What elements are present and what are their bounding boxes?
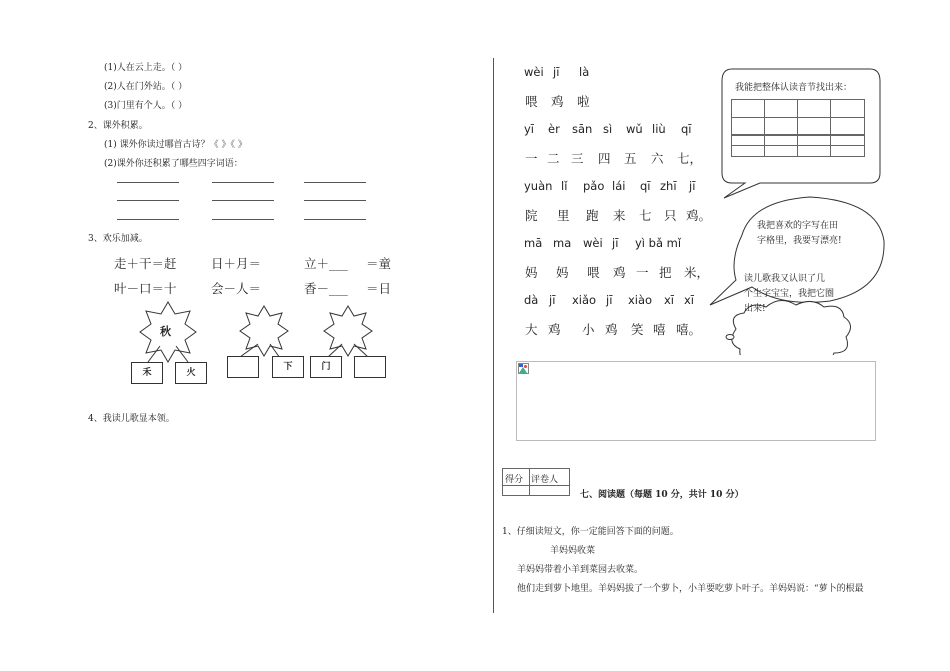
hanzi: 大 [525,322,538,337]
hanzi: 三 [571,151,584,166]
pinyin: jī [553,65,560,79]
q2-title: 2、课外积累。 [88,121,148,131]
hanzi: 啦 [577,94,590,109]
equation: 叶－口＝十 [114,281,177,296]
hanzi: 五 [624,151,637,166]
column-divider [493,58,494,613]
answer-line[interactable] [212,219,274,220]
pinyin: yuàn [524,179,553,193]
score-label: 得分 [505,475,524,485]
section-7-title: 七、阅读题（每题 10 分，共计 10 分） [580,490,744,500]
grid-cell[interactable] [830,99,865,118]
item-1: (1)人在云上走。（ ） [104,63,188,73]
hanzi: 鸡 [605,322,618,337]
q4-title: 4、我读儿歌显本领。 [88,414,175,424]
star-diagram-3 [324,306,372,357]
story-p2: 他们走到萝卜地里。羊妈妈拔了一个萝卜，小羊要吃萝卜叶子。羊妈妈说：“萝卜的根最 [517,584,864,594]
pinyin: lǐ [561,179,568,193]
star-character: 秋 [160,325,171,338]
pinyin: sān [572,122,593,136]
pinyin: pǎo [583,179,605,193]
hanzi: 一 [636,265,649,280]
cloud-dot [726,335,734,340]
pinyin: wèi [524,65,544,79]
pinyin: zhī [660,179,677,193]
answer-line[interactable] [117,219,179,220]
story-p1: 羊妈妈带着小羊到菜园去收菜。 [517,565,644,575]
item-2: (2)人在门外站。（ ） [104,82,188,92]
pinyin: xiǎo [572,293,597,307]
grid-cell[interactable] [731,145,765,157]
q3-title: 3、欢乐加减。 [88,234,148,244]
hanzi: 嘻 [653,322,666,337]
pinyin: xī [684,293,695,307]
pinyin: là [579,65,590,79]
grid-cell[interactable] [731,99,765,118]
hanzi: 二 [547,151,560,166]
equation: ＝日 [366,281,392,296]
hanzi: 只 [664,208,677,223]
hanzi: 跑 [586,208,599,223]
equation: ＝童 [366,256,392,271]
hanzi: 鸡。 [686,208,712,223]
pinyin: xiào [628,293,653,307]
star-diagram-2 [240,306,288,358]
story-title: 羊妈妈收菜 [550,546,596,556]
bubble-3-line-2: 个生字宝宝，我把它圈 [744,289,835,299]
char-box[interactable] [354,356,386,378]
hanzi: 喂 [587,265,600,280]
pinyin: mā [524,236,543,250]
answer-line[interactable] [212,182,274,183]
pinyin: jī [612,236,619,250]
pinyin: wǔ [626,122,643,136]
hanzi: 鸡 [551,94,564,109]
pinyin: ma [553,236,572,250]
hanzi: 妈 [525,265,538,280]
hanzi: 小 [582,322,595,337]
grid-cell[interactable] [797,145,831,157]
hanzi: 鸡 [548,322,561,337]
equation: 香－___ [304,281,348,296]
q2-sub2: (2)课外你还积累了哪些四字词语： [104,159,243,169]
bubble-3-line-1: 读儿歌我又认识了几 [744,274,826,284]
item-3: (3)门里有个人。（ ） [104,101,188,111]
hanzi: 七 [639,208,652,223]
hanzi: 来 [613,208,626,223]
pinyin: wèi [583,236,603,250]
grid-cell[interactable] [797,99,831,118]
pinyin: jī [549,293,556,307]
bubble-2-line-2: 字格里，我要写漂亮! [757,236,842,246]
pinyin: jī [689,179,696,193]
bubble-2-line-1: 我把喜欢的字写在田 [757,221,839,231]
char-box[interactable]: 门 [310,356,342,378]
reading-q1: 1、仔细读短文，你一定能回答下面的问题。 [502,527,679,537]
hanzi: 四 [598,151,611,166]
hanzi: 鸡 [613,265,626,280]
hanzi: 妈 [556,265,569,280]
char-box[interactable]: 下 [272,356,304,378]
pinyin: xī [664,293,675,307]
hanzi: 喂 [525,94,538,109]
pinyin: èr [548,122,560,136]
hanzi: 里 [557,208,570,223]
equation: 会－人＝ [211,281,262,296]
equation: 日＋月＝ [211,256,262,271]
hanzi: 米， [684,265,710,280]
grid-cell[interactable] [830,145,865,157]
answer-line[interactable] [117,182,179,183]
pinyin: dà [524,293,539,307]
pinyin: sì [603,122,613,136]
pinyin: jī [606,293,613,307]
char-box[interactable]: 火 [175,362,207,384]
equation: 立＋___ [304,256,348,271]
pinyin: yī [524,122,535,136]
grid-cell[interactable] [764,145,798,157]
image-placeholder-frame [516,361,876,441]
hanzi: 嘻。 [676,322,702,337]
hanzi: 六 [651,151,664,166]
pinyin: lái [612,179,626,193]
pinyin: qī [681,122,692,136]
bubble-3-line-3: 出来! [744,304,766,314]
star-shape [324,306,372,356]
pinyin: yì bǎ mǐ [635,236,682,250]
answer-line[interactable] [304,200,366,201]
answer-line[interactable] [212,200,274,201]
hanzi: 把 [659,265,672,280]
star-shape [240,306,288,356]
pinyin: liù [652,122,666,136]
hanzi: 七， [677,151,703,166]
answer-line[interactable] [117,200,179,201]
grid-cell[interactable] [764,99,798,118]
equation: 走＋干＝赶 [114,256,177,271]
reviewer-label: 评卷人 [531,475,559,485]
q2-sub1: (1) 课外你读过哪首古诗？《 》《 》 [104,140,247,150]
hanzi: 院 [525,208,538,223]
answer-line[interactable] [304,182,366,183]
char-box[interactable]: 禾 [131,362,163,384]
hanzi: 笑 [631,322,644,337]
bubble-1-text: 我能把整体认读音节找出来： [735,83,853,93]
hanzi: 一 [525,151,538,166]
pinyin: qī [640,179,651,193]
broken-image-icon [518,363,529,374]
char-box[interactable] [227,356,259,378]
answer-line[interactable] [304,219,366,220]
